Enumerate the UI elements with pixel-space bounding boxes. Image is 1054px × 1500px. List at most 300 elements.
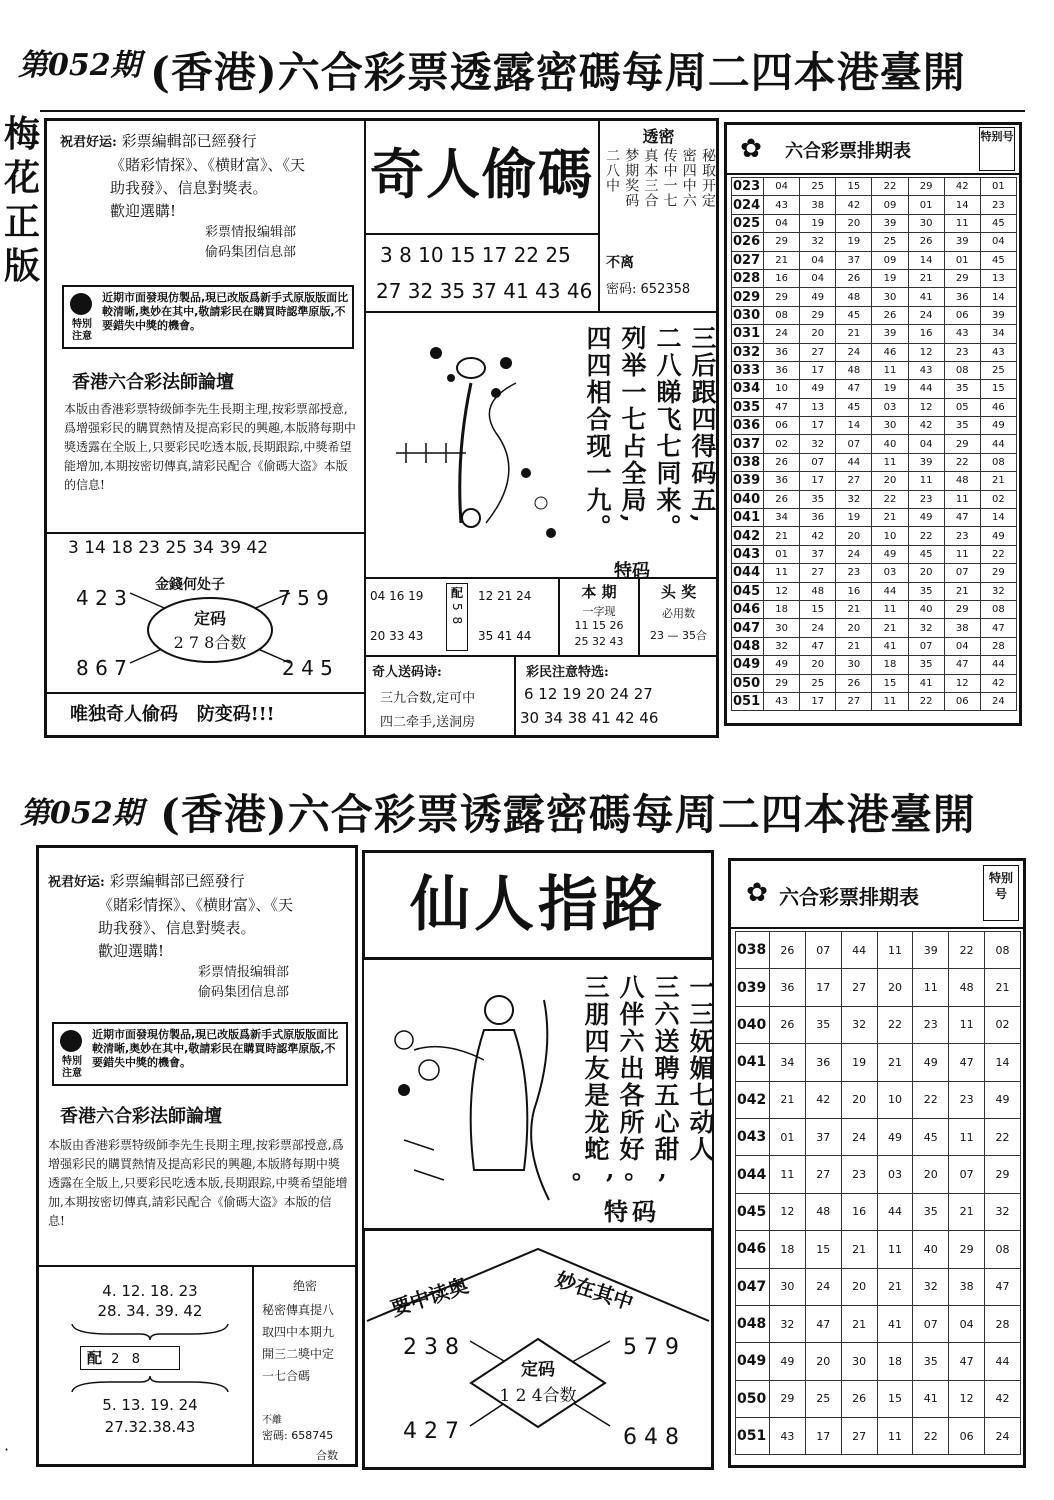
schedule-special-cell: 49 [980, 527, 1016, 545]
bottom-secret-code-row [262, 1427, 333, 1443]
schedule-number-cell: 24 [836, 343, 872, 361]
schedule-row [732, 306, 1017, 324]
bottom-bracket-l1: 4. 12. 18. 23 [102, 1282, 198, 1300]
schedule-period-cell: 029 [732, 288, 764, 306]
schedule-period-cell: 024 [732, 196, 764, 214]
top-secret-buli: 不离 [606, 255, 634, 271]
bottom-schedule-special: 特别号 [983, 865, 1019, 921]
top-poem-col: 二八睇飞七同来。 [653, 325, 682, 541]
schedule-number-cell: 29 [764, 233, 800, 251]
schedule-number-cell: 19 [836, 233, 872, 251]
schedule-number-cell: 24 [805, 1268, 841, 1305]
schedule-special-cell: 34 [980, 325, 1016, 343]
schedule-special-cell: 22 [985, 1118, 1021, 1155]
schedule-number-cell: 36 [800, 509, 836, 527]
schedule-row [736, 1118, 1021, 1155]
schedule-number-cell: 26 [841, 1380, 877, 1417]
schedule-row [732, 251, 1017, 269]
schedule-number-cell: 01 [764, 545, 800, 563]
schedule-number-cell: 20 [913, 1156, 949, 1193]
top-pair-pei-nums: 5 8 [450, 603, 464, 626]
schedule-number-cell: 32 [764, 637, 800, 655]
schedule-number-cell: 21 [764, 251, 800, 269]
schedule-special-cell: 02 [985, 1006, 1021, 1043]
schedule-number-cell: 29 [944, 600, 980, 618]
top-poem-col: 列举一七占全局, [618, 325, 647, 525]
schedule-special-cell: 44 [985, 1343, 1021, 1380]
top-number-line: 3 14 18 23 25 34 39 42 [68, 538, 269, 558]
top-secret-code-row [606, 278, 690, 297]
schedule-number-cell: 45 [836, 398, 872, 416]
schedule-special-cell: 49 [985, 1081, 1021, 1118]
bottom-bracket-l4: 27.32.38.43 [104, 1418, 196, 1436]
schedule-number-cell: 47 [800, 637, 836, 655]
bottom-notice-box [52, 1022, 348, 1086]
top-notice-box [62, 285, 354, 349]
schedule-number-cell: 22 [908, 692, 944, 710]
schedule-number-cell: 19 [872, 380, 908, 398]
schedule-period-cell: 042 [736, 1081, 770, 1118]
top-blessing-sign1: 彩票情报编辑部 [205, 225, 297, 240]
schedule-row [732, 527, 1017, 545]
bottom-bracket-pei: 配 [87, 1349, 103, 1367]
schedule-number-cell: 17 [800, 417, 836, 435]
schedule-number-cell: 21 [764, 527, 800, 545]
schedule-number-cell: 23 [908, 490, 944, 508]
schedule-number-cell: 48 [836, 361, 872, 379]
schedule-number-cell: 49 [800, 380, 836, 398]
schedule-row [732, 692, 1017, 710]
schedule-number-cell: 07 [949, 1156, 985, 1193]
top-qiren-row2: 27 32 35 37 41 43 46 [376, 279, 593, 303]
schedule-number-cell: 32 [908, 619, 944, 637]
schedule-number-cell: 22 [872, 178, 908, 196]
schedule-number-cell: 49 [770, 1343, 806, 1380]
top-header-rule [40, 110, 1025, 112]
bottom-notice-dot-icon [60, 1030, 82, 1052]
top-left-divider [44, 532, 364, 534]
schedule-number-cell: 25 [800, 674, 836, 692]
schedule-number-cell: 07 [800, 453, 836, 471]
top-blessing [60, 130, 355, 263]
bottom-secret-line: 秘密傳真提八 [262, 1303, 335, 1317]
top-this-period-title: 本 期 [581, 583, 617, 601]
edge-mark: · [4, 1440, 10, 1459]
bottom-poem-punct: 。,。, [572, 1155, 677, 1184]
schedule-special-cell: 23 [980, 196, 1016, 214]
top-this-period-n2: 25 32 43 [574, 635, 624, 648]
schedule-number-cell: 22 [944, 453, 980, 471]
bottom-blessing-sign2: 偷码集团信息部 [198, 985, 290, 1000]
schedule-period-cell: 046 [732, 600, 764, 618]
schedule-number-cell: 49 [800, 288, 836, 306]
schedule-row [732, 343, 1017, 361]
bottom-bracket-pei-box [80, 1346, 180, 1370]
schedule-period-cell: 028 [732, 269, 764, 287]
bottom-diamond-tl: 2 3 8 [403, 1335, 459, 1360]
schedule-number-cell: 27 [836, 472, 872, 490]
bottom-blessing-sign1: 彩票情报编辑部 [198, 965, 290, 980]
top-headline: (香港)六合彩票透露密碼每周二四本港臺開 [150, 48, 966, 97]
top-secret-columns [604, 148, 716, 244]
schedule-row [736, 1380, 1021, 1417]
bottom-xianren-title-box [362, 850, 714, 960]
schedule-number-cell: 30 [764, 619, 800, 637]
schedule-number-cell: 04 [944, 637, 980, 655]
schedule-number-cell: 20 [836, 214, 872, 232]
schedule-special-cell: 32 [985, 1193, 1021, 1230]
schedule-number-cell: 32 [836, 490, 872, 508]
schedule-number-cell: 01 [770, 1118, 806, 1155]
bottom-schedule-logo-icon: ✿ [746, 878, 768, 908]
schedule-number-cell: 30 [908, 214, 944, 232]
bottom-poem-footer: 特码 [604, 1197, 660, 1226]
bottom-secret-code: 658745 [291, 1429, 334, 1442]
schedule-number-cell: 12 [908, 398, 944, 416]
schedule-period-cell: 041 [732, 509, 764, 527]
schedule-row [732, 674, 1017, 692]
schedule-number-cell: 35 [944, 417, 980, 435]
schedule-number-cell: 11 [944, 545, 980, 563]
top-poem-box [364, 311, 719, 582]
schedule-number-cell: 17 [800, 692, 836, 710]
schedule-number-cell: 37 [836, 251, 872, 269]
schedule-number-cell: 10 [877, 1081, 913, 1118]
schedule-number-cell: 36 [770, 969, 806, 1006]
schedule-period-cell: 026 [732, 233, 764, 251]
schedule-number-cell: 42 [800, 527, 836, 545]
schedule-special-cell: 32 [980, 582, 1016, 600]
bottom-bracket-pei-nums: 2 8 [111, 1352, 141, 1367]
schedule-number-cell: 27 [841, 1418, 877, 1455]
schedule-number-cell: 19 [800, 214, 836, 232]
schedule-number-cell: 39 [872, 214, 908, 232]
schedule-number-cell: 30 [770, 1268, 806, 1305]
schedule-number-cell: 38 [800, 196, 836, 214]
top-tree-illustration [376, 323, 576, 563]
schedule-number-cell: 35 [800, 490, 836, 508]
top-secret-col: 梦期奖码 [623, 148, 640, 208]
schedule-number-cell: 20 [800, 325, 836, 343]
bottom-schedule-title: 六合彩票排期表 [779, 885, 919, 909]
schedule-special-cell: 08 [980, 600, 1016, 618]
schedule-number-cell: 14 [908, 251, 944, 269]
schedule-number-cell: 22 [913, 1081, 949, 1118]
schedule-number-cell: 20 [836, 527, 872, 545]
top-diamond-br: 2 4 5 [282, 656, 333, 680]
schedule-number-cell: 21 [877, 1268, 913, 1305]
schedule-number-cell: 19 [836, 509, 872, 527]
schedule-number-cell: 23 [944, 343, 980, 361]
schedule-period-cell: 046 [736, 1231, 770, 1268]
schedule-period-cell: 041 [736, 1044, 770, 1081]
schedule-number-cell: 18 [770, 1231, 806, 1268]
schedule-number-cell: 18 [877, 1343, 913, 1380]
schedule-number-cell: 22 [949, 932, 985, 969]
schedule-special-cell: 44 [980, 435, 1016, 453]
schedule-number-cell: 35 [908, 656, 944, 674]
schedule-row [736, 1418, 1021, 1455]
schedule-number-cell: 15 [872, 674, 908, 692]
schedule-number-cell: 03 [872, 564, 908, 582]
top-qiren-poem-l1: 三九合数,定可中 [380, 691, 476, 706]
schedule-number-cell: 47 [944, 656, 980, 674]
schedule-row [732, 417, 1017, 435]
schedule-number-cell: 39 [944, 233, 980, 251]
schedule-number-cell: 44 [836, 453, 872, 471]
schedule-number-cell: 17 [800, 361, 836, 379]
schedule-number-cell: 30 [841, 1343, 877, 1380]
top-secret-col: 秘取开定 [699, 148, 716, 208]
schedule-number-cell: 11 [877, 932, 913, 969]
schedule-period-cell: 045 [736, 1193, 770, 1230]
schedule-number-cell: 11 [944, 214, 980, 232]
schedule-number-cell: 26 [770, 932, 806, 969]
bottom-blessing-line2: 《賭彩情探》、《横財富》、《天 [98, 896, 294, 914]
bottom-poem-box [362, 958, 714, 1230]
schedule-number-cell: 21 [877, 1044, 913, 1081]
schedule-number-cell: 38 [944, 619, 980, 637]
schedule-number-cell: 27 [800, 564, 836, 582]
top-pair-right2: 35 41 44 [478, 629, 532, 643]
schedule-number-cell: 08 [764, 306, 800, 324]
schedule-row [732, 472, 1017, 490]
schedule-number-cell: 11 [949, 1006, 985, 1043]
schedule-row [732, 545, 1017, 563]
bottom-secret-line: 開三二獎中定 [262, 1347, 335, 1361]
schedule-number-cell: 47 [764, 398, 800, 416]
schedule-special-cell: 28 [985, 1305, 1021, 1342]
schedule-number-cell: 26 [770, 1006, 806, 1043]
schedule-number-cell: 41 [872, 637, 908, 655]
schedule-row [732, 490, 1017, 508]
schedule-special-cell: 14 [985, 1044, 1021, 1081]
schedule-row [736, 1343, 1021, 1380]
top-schedule-special: 特别号 [979, 127, 1015, 171]
bottom-blessing-line3: 助我發》、信息對獎表。 [98, 919, 256, 937]
top-this-period [558, 577, 640, 657]
schedule-number-cell: 45 [913, 1118, 949, 1155]
top-diamond-arc: 金錢何处子 [155, 577, 225, 593]
schedule-number-cell: 21 [770, 1081, 806, 1118]
schedule-number-cell: 23 [836, 564, 872, 582]
schedule-period-cell: 047 [732, 619, 764, 637]
schedule-number-cell: 24 [836, 545, 872, 563]
schedule-number-cell: 20 [800, 656, 836, 674]
bottom-blessing-label: 祝君好运: [48, 875, 105, 890]
bottom-bracket-bottom-icon [70, 1374, 230, 1394]
schedule-number-cell: 44 [908, 380, 944, 398]
schedule-row [732, 509, 1017, 527]
schedule-number-cell: 38 [949, 1268, 985, 1305]
top-pair-box [364, 577, 560, 657]
schedule-number-cell: 15 [805, 1231, 841, 1268]
schedule-special-cell: 08 [985, 932, 1021, 969]
schedule-number-cell: 16 [841, 1193, 877, 1230]
schedule-number-cell: 03 [877, 1156, 913, 1193]
schedule-special-cell: 47 [980, 619, 1016, 637]
schedule-number-cell: 23 [841, 1156, 877, 1193]
schedule-row [732, 196, 1017, 214]
top-blessing-line2: 《賭彩情探》、《横財富》、《天 [110, 156, 306, 174]
schedule-number-cell: 46 [872, 343, 908, 361]
schedule-number-cell: 34 [770, 1044, 806, 1081]
top-this-period-n1: 11 15 26 [574, 619, 624, 632]
bottom-secret-title: 绝密 [292, 1279, 317, 1293]
schedule-special-cell: 21 [985, 969, 1021, 1006]
schedule-row [732, 214, 1017, 232]
schedule-special-cell: 08 [980, 453, 1016, 471]
schedule-special-cell: 29 [985, 1156, 1021, 1193]
top-blessing-line1: 彩票編輯部已經發行 [121, 132, 257, 150]
schedule-number-cell: 22 [877, 1006, 913, 1043]
schedule-number-cell: 11 [877, 1418, 913, 1455]
schedule-row [736, 1006, 1021, 1043]
schedule-number-cell: 21 [944, 582, 980, 600]
schedule-row [732, 233, 1017, 251]
schedule-number-cell: 20 [805, 1343, 841, 1380]
schedule-number-cell: 48 [944, 472, 980, 490]
schedule-row [732, 269, 1017, 287]
schedule-number-cell: 43 [770, 1418, 806, 1455]
schedule-special-cell: 02 [980, 490, 1016, 508]
schedule-number-cell: 27 [836, 692, 872, 710]
schedule-number-cell: 04 [764, 214, 800, 232]
top-pair-right1: 12 21 24 [478, 589, 532, 603]
schedule-special-cell: 14 [980, 509, 1016, 527]
schedule-period-cell: 030 [732, 306, 764, 324]
top-poem-footer: 特码 [614, 561, 650, 582]
top-secret-box [598, 118, 719, 313]
schedule-number-cell: 47 [836, 380, 872, 398]
schedule-row [732, 637, 1017, 655]
schedule-number-cell: 07 [908, 637, 944, 655]
schedule-special-cell: 13 [980, 269, 1016, 287]
schedule-number-cell: 40 [908, 600, 944, 618]
schedule-number-cell: 11 [913, 969, 949, 1006]
schedule-number-cell: 01 [908, 196, 944, 214]
bottom-blessing-line1: 彩票編輯部已經發行 [109, 872, 245, 890]
schedule-number-cell: 20 [841, 1268, 877, 1305]
schedule-number-cell: 48 [805, 1193, 841, 1230]
schedule-number-cell: 23 [949, 1081, 985, 1118]
top-head-prize [638, 577, 719, 657]
schedule-number-cell: 44 [872, 582, 908, 600]
schedule-number-cell: 04 [764, 178, 800, 196]
schedule-number-cell: 26 [764, 453, 800, 471]
schedule-number-cell: 13 [800, 398, 836, 416]
bottom-forum-title: 香港六合彩法師論壇 [60, 1106, 222, 1127]
schedule-period-cell: 044 [732, 564, 764, 582]
schedule-period-cell: 042 [732, 527, 764, 545]
schedule-number-cell: 21 [841, 1305, 877, 1342]
schedule-number-cell: 15 [836, 178, 872, 196]
top-schedule-frame [724, 122, 1022, 726]
top-blessing-line4: 歡迎選購! [110, 202, 177, 220]
schedule-number-cell: 42 [944, 178, 980, 196]
schedule-number-cell: 11 [872, 453, 908, 471]
schedule-number-cell: 35 [805, 1006, 841, 1043]
schedule-number-cell: 11 [770, 1156, 806, 1193]
bottom-sage-illustration [374, 970, 574, 1220]
schedule-row [736, 1081, 1021, 1118]
schedule-number-cell: 06 [949, 1418, 985, 1455]
schedule-number-cell: 35 [913, 1193, 949, 1230]
schedule-period-cell: 044 [736, 1156, 770, 1193]
schedule-number-cell: 19 [872, 269, 908, 287]
schedule-number-cell: 25 [805, 1380, 841, 1417]
schedule-row [732, 656, 1017, 674]
top-pair-pei-box [446, 583, 468, 651]
top-schedule-logo-icon: ✿ [740, 134, 762, 164]
schedule-number-cell: 08 [944, 361, 980, 379]
schedule-number-cell: 04 [800, 251, 836, 269]
schedule-row [732, 582, 1017, 600]
schedule-number-cell: 30 [872, 417, 908, 435]
schedule-row [736, 1156, 1021, 1193]
bottom-diamond-br: 6 4 8 [623, 1425, 679, 1450]
schedule-row [736, 932, 1021, 969]
schedule-period-cell: 038 [732, 453, 764, 471]
schedule-special-cell: 42 [985, 1380, 1021, 1417]
schedule-number-cell: 09 [872, 196, 908, 214]
schedule-number-cell: 29 [944, 435, 980, 453]
schedule-number-cell: 40 [913, 1231, 949, 1268]
schedule-row [736, 1268, 1021, 1305]
schedule-number-cell: 22 [913, 1418, 949, 1455]
schedule-special-cell: 44 [980, 656, 1016, 674]
schedule-number-cell: 41 [908, 288, 944, 306]
top-qiren-row1: 3 8 10 15 17 22 25 [380, 243, 571, 267]
schedule-period-cell: 031 [732, 325, 764, 343]
schedule-period-cell: 040 [732, 490, 764, 508]
schedule-period-cell: 023 [732, 178, 764, 196]
top-notice-dot-icon [70, 293, 92, 315]
schedule-number-cell: 03 [872, 398, 908, 416]
schedule-period-cell: 047 [736, 1268, 770, 1305]
schedule-number-cell: 20 [877, 969, 913, 1006]
top-head-prize-title: 头 奖 [660, 583, 697, 601]
schedule-number-cell: 19 [841, 1044, 877, 1081]
schedule-number-cell: 27 [841, 969, 877, 1006]
schedule-number-cell: 18 [764, 600, 800, 618]
schedule-number-cell: 26 [836, 269, 872, 287]
bottom-poem-col: 三六送聘五心甜 [651, 974, 680, 1163]
bottom-banner-right: 妙在其中 [552, 1267, 637, 1315]
bottom-diamond-box [362, 1228, 714, 1470]
schedule-number-cell: 29 [800, 306, 836, 324]
schedule-number-cell: 18 [872, 656, 908, 674]
schedule-special-cell: 46 [980, 398, 1016, 416]
schedule-period-cell: 035 [732, 398, 764, 416]
schedule-number-cell: 47 [944, 509, 980, 527]
schedule-number-cell: 39 [913, 932, 949, 969]
schedule-number-cell: 15 [800, 600, 836, 618]
schedule-number-cell: 26 [908, 233, 944, 251]
schedule-number-cell: 21 [836, 637, 872, 655]
schedule-number-cell: 35 [913, 1343, 949, 1380]
schedule-special-cell: 22 [980, 545, 1016, 563]
schedule-number-cell: 37 [800, 545, 836, 563]
schedule-special-cell: 04 [980, 233, 1016, 251]
schedule-number-cell: 17 [800, 472, 836, 490]
schedule-number-cell: 25 [800, 178, 836, 196]
schedule-special-cell: 15 [980, 380, 1016, 398]
schedule-number-cell: 11 [944, 490, 980, 508]
top-qiren-numbers [364, 233, 600, 313]
schedule-period-cell: 045 [732, 582, 764, 600]
bottom-secret-code-label: 密碼: [262, 1429, 288, 1442]
